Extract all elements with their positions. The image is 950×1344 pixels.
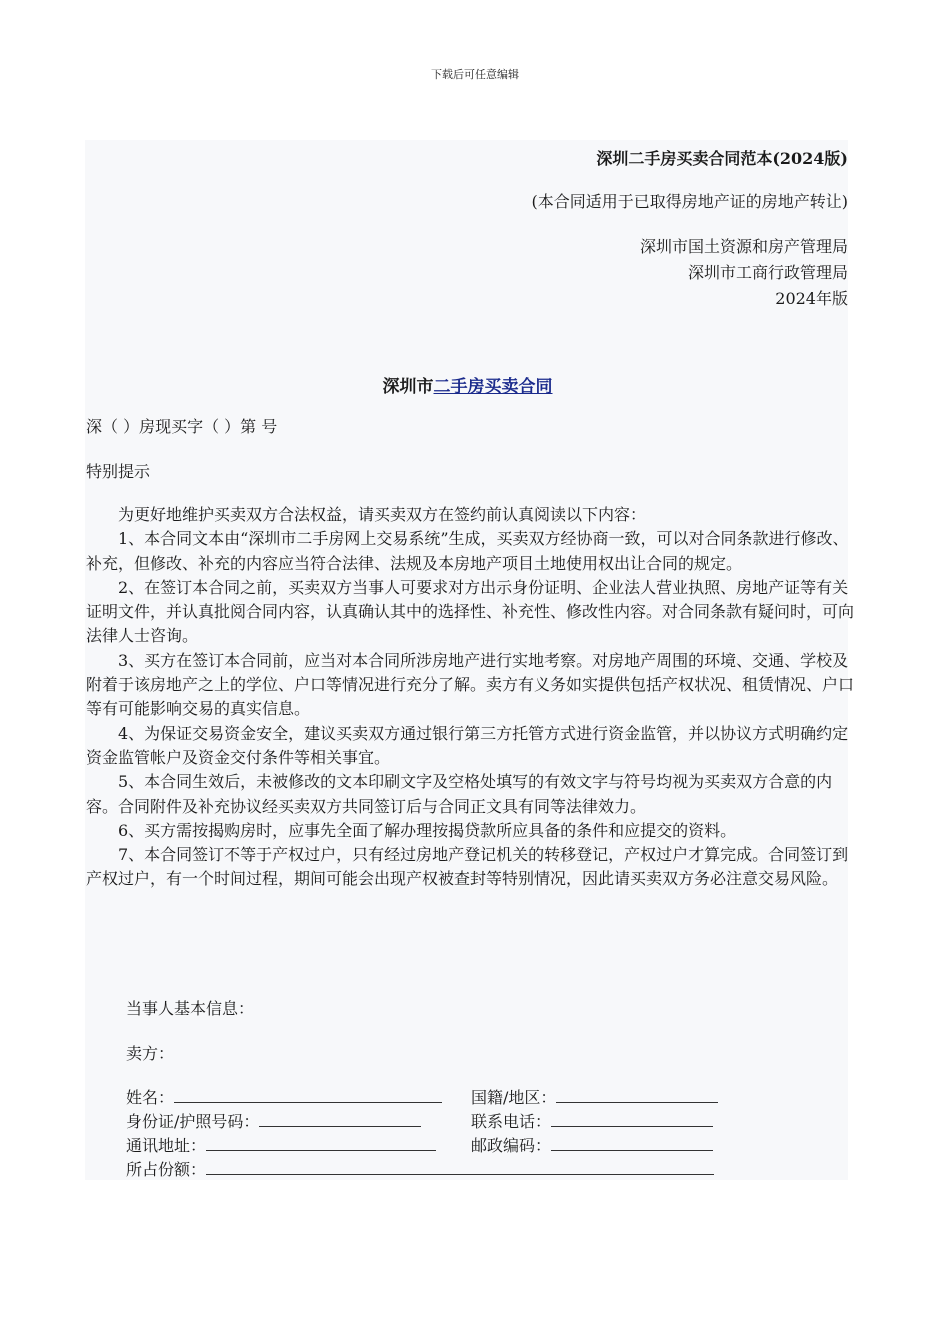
notice-item: 4、为保证交易资金安全，建议买卖双方通过银行第三方托管方式进行资金监管，并以协议方式明确约定资金监管帐户及资金交付条件等相关事宜。 xyxy=(86,723,849,767)
special-notice-heading: 特别提示 xyxy=(86,462,151,481)
seller-phone-label: 联系电话： xyxy=(471,1112,552,1131)
notice-item: 2、在签订本合同之前，买卖双方当事人可要求对方出示身份证明、企业法人营业执照、房地产证等有关证明文件，并认真批阅合同内容，认真确认其中的选择性、补充性、修改性内容。对合同条款有疑问时，可向法律人士咨询。 xyxy=(86,577,855,646)
seller-nationality-blank[interactable] xyxy=(556,1086,718,1103)
contract-title xyxy=(0,372,935,397)
notice-body xyxy=(86,503,856,892)
download-note: 下载后可任意编辑 xyxy=(431,68,519,81)
seller-label: 卖方： xyxy=(126,1044,175,1063)
parties-heading: 当事人基本信息： xyxy=(126,999,255,1018)
seller-row-id xyxy=(126,1109,846,1133)
contract-number-line: 深（ ）房现买字（ ）第 号 xyxy=(86,417,278,436)
notice-item: 5、本合同生效后，未被修改的文本印刷文字及空格处填写的有效文字与符号均视为买卖双方合意的内容。合同附件及补充协议经买卖双方共同签订后与合同正文具有同等法律效力。 xyxy=(86,772,833,816)
seller-address-blank[interactable] xyxy=(206,1134,436,1151)
seller-postcode-label: 邮政编码： xyxy=(471,1136,552,1155)
seller-row-address xyxy=(126,1133,846,1157)
notice-item: 7、本合同签订不等于产权过户，只有经过房地产登记机关的转移登记，产权过户才算完成。合同签订到产权过户，有一个时间过程，期间可能会出现产权被查封等特别情况，因此请买卖双方务必注意交易风险。 xyxy=(86,845,849,889)
seller-phone-blank[interactable] xyxy=(551,1110,713,1127)
seller-id-blank[interactable] xyxy=(259,1110,421,1127)
seller-id-label: 身份证/护照号码： xyxy=(126,1112,260,1131)
notice-intro: 为更好地维护买卖双方合法权益，请买卖双方在签约前认真阅读以下内容： xyxy=(118,505,647,524)
edition-year: 2024年版 xyxy=(775,289,848,308)
issuer-commerce-bureau: 深圳市工商行政管理局 xyxy=(687,263,848,282)
seller-postcode-blank[interactable] xyxy=(551,1134,713,1151)
seller-id-field xyxy=(126,1109,421,1132)
seller-share-label: 所占份额： xyxy=(126,1160,207,1179)
seller-address-field xyxy=(126,1133,436,1156)
contract-title-link[interactable]: 二手房买卖合同 xyxy=(433,377,553,397)
seller-nationality-field xyxy=(471,1085,718,1108)
contract-title-prefix: 深圳市 xyxy=(382,377,434,397)
document-subtitle: (本合同适用于已取得房地产证的房地产转让) xyxy=(531,192,848,211)
notice-item: 1、本合同文本由“深圳市二手房网上交易系统”生成，买卖双方经协商一致，可以对合同条款进行修改、补充，但修改、补充的内容应当符合法律、法规及本房地产项目土地使用权出让合同的规定。 xyxy=(86,529,849,573)
issuer-block xyxy=(640,234,848,312)
seller-row-name xyxy=(126,1085,846,1109)
seller-postcode-field xyxy=(471,1133,713,1156)
seller-name-label: 姓名： xyxy=(126,1088,175,1107)
seller-row-share xyxy=(126,1157,846,1181)
seller-share-blank[interactable] xyxy=(206,1158,714,1175)
seller-nationality-label: 国籍/地区： xyxy=(471,1088,557,1107)
seller-share-field xyxy=(126,1157,714,1180)
seller-phone-field xyxy=(471,1109,713,1132)
seller-name-field xyxy=(126,1085,442,1108)
notice-item: 6、买方需按揭购房时，应事先全面了解办理按揭贷款所应具备的条件和应提交的资料。 xyxy=(118,820,737,840)
seller-name-blank[interactable] xyxy=(174,1086,442,1103)
document-title: 深圳二手房买卖合同范本(2024版) xyxy=(596,149,848,168)
seller-address-label: 通讯地址： xyxy=(126,1136,207,1155)
notice-item: 3、买方在签订本合同前，应当对本合同所涉房地产进行实地考察。对房地产周围的环境、交通、学校及附着于该房地产之上的学位、户口等情况进行充分了解。卖方有义务如实提供包括产权状况、租赁情况、户口等有可能影响交易的真实信息。 xyxy=(86,650,855,719)
issuer-land-bureau: 深圳市国土资源和房产管理局 xyxy=(639,237,848,256)
